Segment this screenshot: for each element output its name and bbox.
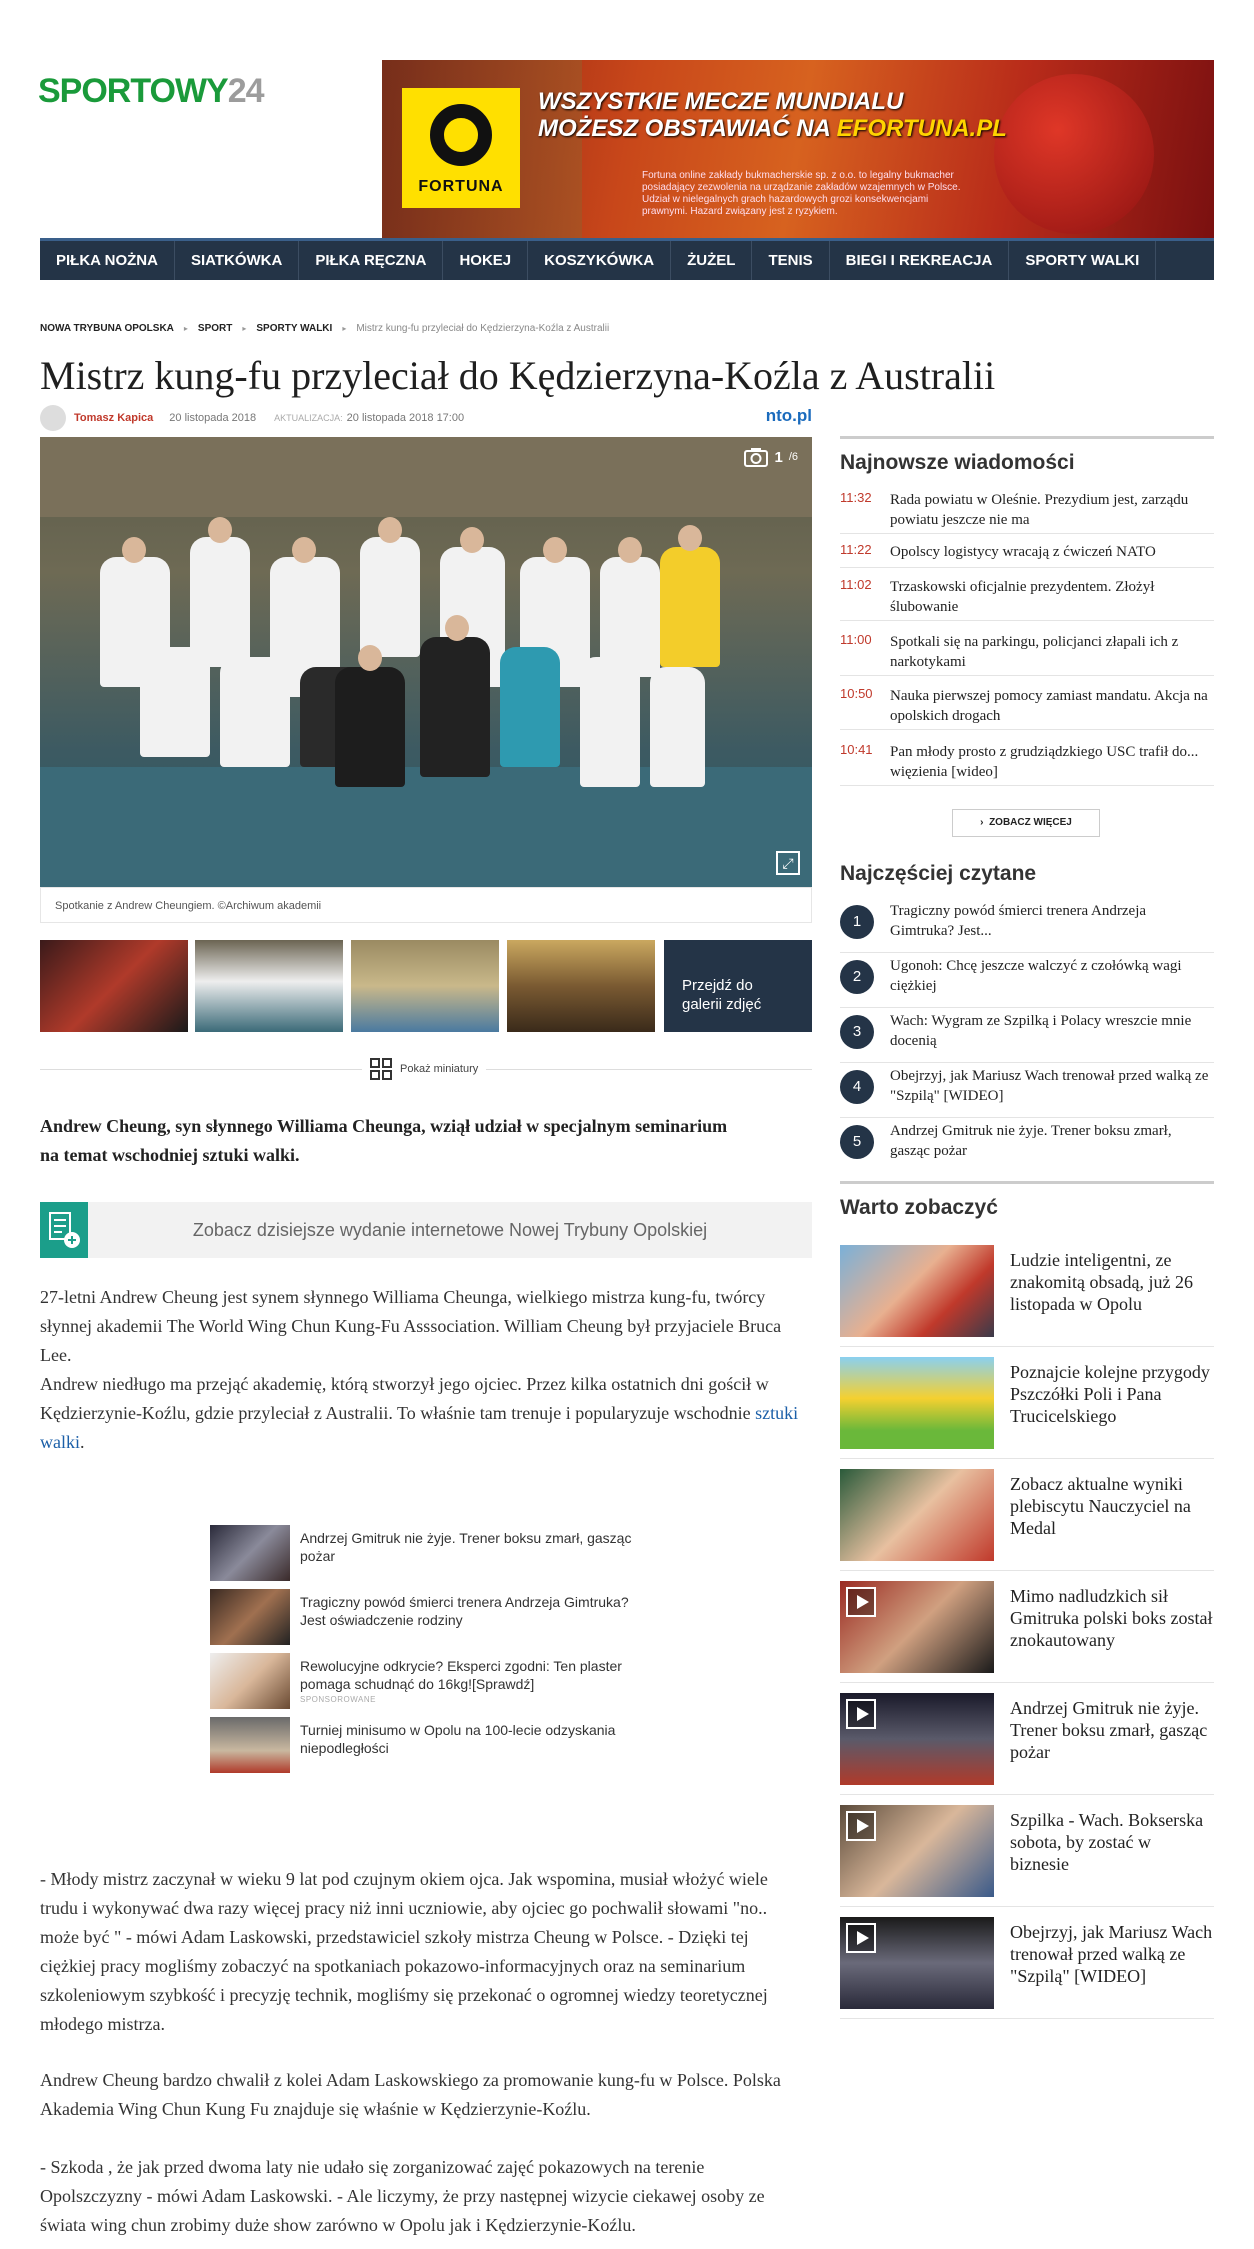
popular-item[interactable] (840, 1066, 1214, 1118)
popular-heading: Najczęściej czytane (840, 862, 1037, 885)
photo-head (460, 527, 484, 553)
camera-icon (744, 447, 768, 467)
fortuna-ring-icon (430, 104, 492, 166)
popular-item[interactable] (840, 1121, 1214, 1173)
show-miniatures[interactable] (40, 1058, 812, 1080)
worth-seeing-thumbnail (840, 1469, 994, 1561)
related-thumbnail (210, 1653, 290, 1709)
fortuna-brand-text: FORTUNA (418, 178, 504, 195)
main-nav (40, 238, 1214, 280)
avatar (40, 405, 66, 431)
popular-rank: 4 (840, 1070, 874, 1104)
worth-seeing-item[interactable] (840, 1571, 1214, 1683)
worth-seeing-thumbnail (840, 1357, 994, 1449)
worth-seeing-thumbnail (840, 1245, 994, 1337)
worth-seeing-item[interactable] (840, 1907, 1214, 2019)
news-time: 11:22 (840, 542, 872, 557)
photo-person (650, 667, 705, 787)
ad-banner[interactable] (382, 60, 1214, 238)
breadcrumb-separator-icon: ▸ (183, 324, 188, 333)
news-time: 10:50 (840, 686, 873, 701)
photo-person (580, 657, 640, 787)
byline (40, 406, 812, 430)
edition-icon (40, 1202, 88, 1258)
popular-title: Wach: Wygram ze Szpilką i Polacy wreszcie mnie docenią (890, 1013, 1192, 1049)
related-title: Rewolucyjne odkrycie? Eksperci zgodni: Ten plaster pomaga schudnąć do 16kg![Sprawdź] (300, 1658, 622, 1692)
popular-title: Ugonoh: Chcę jeszcze walczyć z czołówką wagi ciężkiej (890, 958, 1182, 994)
nav-item-sporty-walki[interactable]: SPORTY WALKI (1009, 241, 1156, 280)
worth-seeing-title: Andrzej Gmitruk nie żyje. Trener boksu zmarł, gasząc pożar (1010, 1698, 1208, 1762)
banner-headline (538, 88, 1007, 142)
banner-headline-line1: WSZYSTKIE MECZE MUNDIALU (538, 88, 904, 115)
worth-seeing-thumbnail (840, 1917, 994, 2009)
photo-head (122, 537, 146, 563)
banner-headline-line2: MOŻESZ OBSTAWIAĆ NA (538, 115, 837, 142)
photo-head (208, 517, 232, 543)
updated-label: AKTUALIZACJA: (274, 413, 343, 423)
worth-seeing-thumbnail (840, 1581, 994, 1673)
popular-title: Andrzej Gmitruk nie żyje. Trener boksu zmarł, gasząc pożar (890, 1123, 1172, 1159)
worth-seeing-title: Poznajcie kolejne przygody Pszczółki Poli i Pana Trucicelskiego (1010, 1362, 1210, 1426)
nav-item-biegi[interactable]: BIEGI I REKREACJA (830, 241, 1010, 280)
breadcrumb-item[interactable]: SPORTY WALKI (256, 323, 333, 334)
sidebar-divider (840, 1181, 1214, 1184)
worth-seeing-item[interactable] (840, 1795, 1214, 1907)
worth-seeing-item[interactable] (840, 1235, 1214, 1347)
paragraph-text: . (80, 1432, 85, 1452)
nav-item-hokej[interactable]: HOKEJ (443, 241, 528, 280)
breadcrumb-item[interactable]: NOWA TRYBUNA OPOLSKA (40, 323, 174, 334)
newspaper-icon (40, 1202, 88, 1258)
grid-icon (370, 1058, 392, 1080)
related-article[interactable] (210, 1589, 650, 1645)
worth-seeing-heading: Warto zobaczyć (840, 1196, 998, 1219)
photo-person (140, 647, 210, 757)
photo-wall (40, 437, 812, 517)
fortuna-logo (402, 88, 520, 208)
worth-seeing-thumbnail (840, 1693, 994, 1785)
news-time: 11:00 (840, 632, 872, 647)
photo-head (618, 537, 642, 563)
breadcrumb-separator-icon: ▸ (242, 324, 247, 333)
popular-item[interactable] (840, 1011, 1214, 1063)
photo-counter-total: /6 (788, 451, 798, 463)
related-article[interactable] (210, 1653, 650, 1709)
logo-text: SPORTOWY (38, 72, 228, 110)
play-icon (846, 1699, 876, 1729)
logo-number: 24 (227, 72, 264, 110)
worth-seeing-title: Szpilka - Wach. Bokserska sobota, by zostać w biznesie (1010, 1810, 1204, 1874)
latest-news-heading: Najnowsze wiadomości (840, 451, 1075, 474)
gallery-thumbnail[interactable] (40, 940, 188, 1032)
worth-seeing-title: Obejrzyj, jak Mariusz Wach trenował przed walką ze "Szpilą" [WIDEO] (1010, 1922, 1213, 1986)
news-title: Spotkali się na parkingu, policjanci złapali ich z narkotykami (890, 634, 1179, 670)
gallery-thumbnail[interactable] (507, 940, 655, 1032)
photo-head (678, 525, 702, 551)
header (40, 60, 1214, 238)
show-miniatures-text: Pokaż miniatury (400, 1063, 479, 1075)
photo-counter-current: 1 (774, 448, 783, 466)
related-thumbnail (210, 1525, 290, 1581)
author-link[interactable]: Tomasz Kapica (74, 412, 154, 424)
article-paragraph: - Szkoda , że jak przed dwoma laty nie udało się zorganizować zajęć pokazowych na terenie Opolszczyzny - mówi Adam Laskowski. - Ale liczymy, że przy następnej wizycie ciekawej osoby ze świata wing chun zrobimy duże show zarówno w Opolu jak i Kędzierzynie-Koźlu. (40, 2157, 765, 2235)
news-title: Pan młody prosto z grudziądzkiego USC trafił do... więzienia [wideo] (890, 744, 1199, 780)
photo-head (543, 537, 567, 563)
photo-person (500, 647, 560, 767)
photo-head (292, 537, 316, 563)
updated-date: 20 listopada 2018 17:00 (346, 412, 465, 424)
popular-rank: 1 (840, 905, 874, 939)
news-time: 10:41 (840, 742, 873, 757)
breadcrumb-item[interactable]: SPORT (197, 323, 233, 334)
related-article[interactable] (210, 1525, 650, 1581)
photo-person (360, 537, 420, 657)
sidebar-divider (840, 436, 1214, 439)
banner-player-graphic (994, 74, 1154, 234)
paragraph-text: Andrew niedługo ma przejąć akademię, którą stworzył jego ojciec. Przez kilka ostatnich dni gościł w Kędzierzynie-Koźlu, gdzie przyleciał z Australii. To właśnie tam trenuje i popularyzuje wschodnie (40, 1374, 769, 1423)
news-title: Trzaskowski oficjalnie prezydentem. Złożył ślubowanie (890, 579, 1155, 615)
edition-banner[interactable] (40, 1202, 812, 1258)
related-article[interactable] (210, 1717, 650, 1773)
popular-title: Tragiczny powód śmierci trenera Andrzeja Gimtruka? Jest... (890, 903, 1147, 939)
chevron-right-icon: › (980, 817, 984, 828)
related-title: Andrzej Gmitruk nie żyje. Trener boksu zmarł, gasząc pożar (300, 1530, 632, 1564)
source-logo[interactable]: nto.pl (765, 406, 812, 425)
edition-text: Zobacz dzisiejsze wydanie internetowe Nowej Trybuny Opolskiej (192, 1220, 708, 1240)
main-photo[interactable] (40, 437, 812, 887)
article-paragraph: 27-letni Andrew Cheung jest synem słynnego Williama Cheunga, wielkiego mistrza kung-fu, twórcy słynnej akademii The World Wing Chun Kung-Fu Asssociation. William Cheung był przyjaciele Bruca Lee. (40, 1287, 782, 1365)
popular-item[interactable] (840, 901, 1214, 953)
photo-head (378, 517, 402, 543)
related-thumbnail (210, 1589, 290, 1645)
banner-fine-print: Fortuna online zakłady bukmacherskie sp. z o.o. to legalny bukmacher posiadający zezwolenia na urządzanie zakładów wzajemnych w Polsce. Udział w nielegalnych grach hazardowych grozi konsekwencjami prawnymi. Hazard związany jest z ryzykiem. (642, 170, 961, 217)
popular-item[interactable] (840, 956, 1214, 1008)
latest-news-item[interactable] (840, 490, 1214, 534)
popular-rank: 2 (840, 960, 874, 994)
worth-seeing-item[interactable] (840, 1347, 1214, 1459)
worth-seeing-item[interactable] (840, 1459, 1214, 1571)
news-title: Opolscy logistycy wracają z ćwiczeń NATO (890, 544, 1156, 560)
banner-domain: EFORTUNA.PL (836, 115, 1007, 142)
latest-news-item[interactable] (840, 542, 1214, 568)
related-title: Tragiczny powód śmierci trenera Andrzeja Gimtruka? Jest oświadczenie rodziny (300, 1594, 629, 1628)
article-paragraph: Andrew Cheung bardzo chwalił z kolei Adam Laskowskiego za promowanie kung-fu w Polsce. Polska Akademia Wing Chun Kung Fu znajduje się właśnie w Kędzierzynie-Koźlu. (40, 2070, 781, 2119)
see-more-button[interactable] (952, 809, 1100, 837)
photo-person (220, 657, 290, 767)
see-more-label: ZOBACZ WIĘCEJ (989, 817, 1072, 828)
news-time: 11:32 (840, 490, 872, 505)
gallery-thumbnail[interactable] (195, 940, 343, 1032)
article-lead: Andrew Cheung, syn słynnego Williama Cheunga, wziął udział w specjalnym seminarium na temat wschodniej sztuki walki. (40, 1116, 728, 1165)
news-title: Rada powiatu w Oleśnie. Prezydium jest, zarządu powiatu jeszcze nie ma (890, 492, 1189, 528)
nav-item-pilka-nozna[interactable]: PIŁKA NOŻNA (40, 241, 175, 280)
popular-rank: 3 (840, 1015, 874, 1049)
related-title: Turniej minisumo w Opolu na 100-lecie odzyskania niepodległości (300, 1722, 616, 1756)
breadcrumb (40, 323, 609, 334)
news-time: 11:02 (840, 577, 872, 592)
photo-counter (744, 447, 798, 467)
nav-item-pilka-reczna[interactable]: PIŁKA RĘCZNA (299, 241, 443, 280)
play-icon (846, 1923, 876, 1953)
latest-news-item[interactable] (840, 577, 1214, 621)
popular-rank: 5 (840, 1125, 874, 1159)
related-thumbnail (210, 1717, 290, 1773)
sponsored-label: SPONSOROWANE (300, 1695, 376, 1704)
worth-seeing-thumbnail (840, 1805, 994, 1897)
page-title: Mistrz kung-fu przyleciał do Kędzierzyna-Koźla z Australii (40, 353, 996, 398)
breadcrumb-separator-icon: ▸ (342, 324, 347, 333)
gallery-link[interactable]: Przejdź do galerii zdjęć (664, 940, 812, 1032)
latest-news-item[interactable] (840, 742, 1214, 786)
popular-title: Obejrzyj, jak Mariusz Wach trenował przed walką ze "Szpilą" [WIDEO] (890, 1068, 1209, 1104)
worth-seeing-title: Mimo nadludzkich sił Gmitruka polski boks został znokautowany (1010, 1586, 1213, 1650)
publish-date: 20 listopada 2018 (169, 412, 257, 424)
play-icon (846, 1587, 876, 1617)
nav-item-tenis[interactable]: TENIS (752, 241, 829, 280)
sztuki-walki-link[interactable]: sztuki walki (40, 1403, 799, 1452)
worth-seeing-title: Zobacz aktualne wyniki plebiscytu Nauczyciel na Medal (1010, 1474, 1191, 1538)
article-paragraph: - Młody mistrz zaczynał w wieku 9 lat pod czujnym okiem ojca. Jak wspomina, musiał włożyć wiele trudu i wykonywać dwa razy więcej pracy niż inni uczniowie, aby ojciec go pochwalił słowami "no.. może być " - mówi Adam Laskowski, przedstawiciel szkoły mistrza Cheung w Polsce. - Dzięki tej ciężkiej pracy mogliśmy zobaczyć na spotkaniach pokazowo-informacyjnych oraz na seminarium szkoleniowym szybkość i precyzję technik, mogliśmy się przekonać o ogromnej wiedzy teoretycznej młodego mistrza. (40, 1869, 768, 2034)
article-paragraph (40, 1370, 800, 1457)
latest-news-item[interactable] (840, 686, 1214, 730)
latest-news-item[interactable] (840, 632, 1214, 676)
nav-item-siatkowka[interactable]: SIATKÓWKA (175, 241, 299, 280)
worth-seeing-item[interactable] (840, 1683, 1214, 1795)
photo-person (420, 637, 490, 777)
photo-head (358, 645, 382, 671)
expand-icon[interactable]: ⤢ (776, 851, 800, 875)
breadcrumb-current: Mistrz kung-fu przyleciał do Kędzierzyna-Koźla z Australii (356, 323, 610, 334)
worth-seeing-title: Ludzie inteligentni, ze znakomitą obsadą, już 26 listopada w Opolu (1010, 1250, 1193, 1314)
gallery-thumbnail[interactable] (351, 940, 499, 1032)
nav-item-zuzel[interactable]: ŻUŻEL (671, 241, 752, 280)
play-icon (846, 1811, 876, 1841)
photo-person (660, 547, 720, 667)
photo-head (445, 615, 469, 641)
nav-item-koszykowka[interactable]: KOSZYKÓWKA (528, 241, 671, 280)
photo-caption: Spotkanie z Andrew Cheungiem. ©Archiwum akademii (40, 887, 812, 923)
show-miniatures-label[interactable] (362, 1058, 486, 1080)
news-title: Nauka pierwszej pomocy zamiast mandatu. Akcja na opolskich drogach (890, 688, 1208, 724)
photo-person (335, 667, 405, 787)
